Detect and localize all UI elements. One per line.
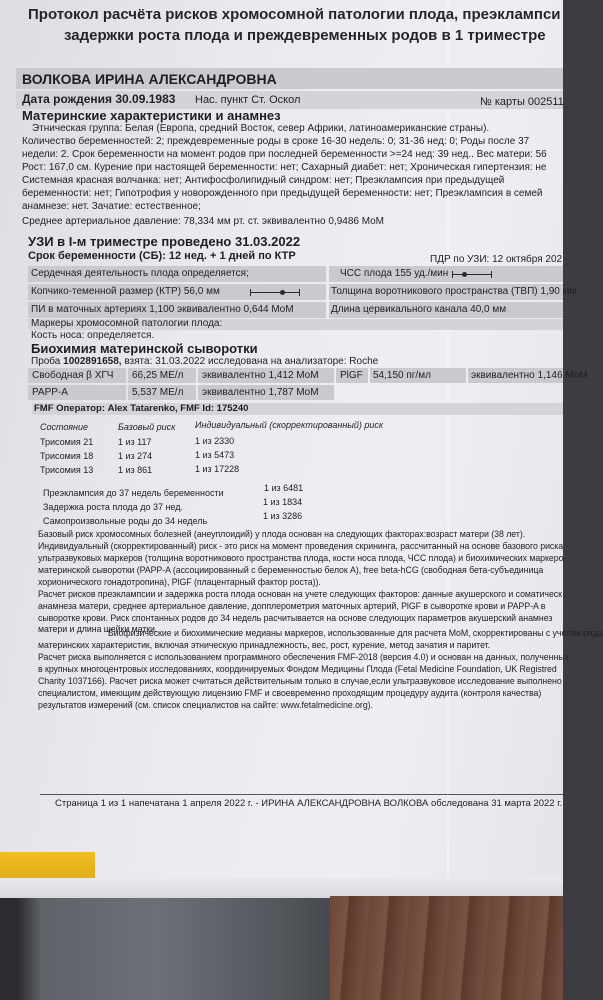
cervical-length: Длина цервикального канала 40,0 мм xyxy=(331,304,507,315)
page-footer: Страница 1 из 1 напечатана 1 апреля 2022 г. - ИРИНА АЛЕКСАНДРОВНА ВОЛКОВА обследована 31 марта 2022 г. xyxy=(55,798,563,809)
report-title-line2: задержки роста плода и преждевременных родов в 1 триместре xyxy=(64,27,546,44)
risk-base: 1 из 861 xyxy=(118,465,153,475)
note-line: анамнеза матери, среднее артериальное давление, допплерометрия маточных артерий, PlGF в сыворотке крови и PAPP-A в xyxy=(38,601,546,611)
sample-id: 1002891658, xyxy=(63,356,122,367)
plgf-label: PlGF xyxy=(340,370,363,381)
risk-condition: Трисомия 21 xyxy=(40,437,94,447)
fetal-heart-activity: Сердечная деятельность плода определяется; xyxy=(31,268,249,279)
note-line: матери и длина шейки матки. xyxy=(38,624,158,634)
preeclampsia-risk-label: Преэклампсия до 37 недель беременности xyxy=(43,488,224,498)
fetal-heart-rate: ЧСС плода 155 уд./мин xyxy=(340,268,449,279)
maternal-heading: Материнские характеристики и анамнез xyxy=(22,108,281,123)
pappa-value: 5,537 МЕ/л xyxy=(132,387,184,398)
risk-base: 1 из 274 xyxy=(118,451,153,461)
plgf-value: 54,150 пг/мл xyxy=(373,370,431,381)
nt-measurement: Толщина воротникового пространства (ТВП) 1,90 мм xyxy=(331,286,577,297)
note-line: Биофизические и биохимические медианы маркеров, использованные для расчета MoM, скорректированы с учетом ряда xyxy=(108,628,603,638)
free-bhcg-mom: эквивалентно 1,412 MoM xyxy=(202,370,319,381)
wooden-floor xyxy=(330,896,563,1000)
maternal-line: Этническая группа: Белая (Европа, средний Восток, север Африки, латиноамериканские страны). xyxy=(32,123,490,134)
report-title-line1: Протокол расчёта рисков хромосомной патологии плода, преэклампси xyxy=(28,6,561,23)
maternal-line: Системная красная волчанка: нет; Антифосфолипидный синдром: нет; Преэклампсия при предыдущей xyxy=(22,175,505,186)
footer-rule xyxy=(40,794,563,795)
estimated-due-date: ПДР по УЗИ: 12 октября 202 xyxy=(430,254,563,265)
pappa-label: PAPP-A xyxy=(32,387,68,398)
note-line: в крупных многоцентровых исследованиях, координируемых Фондом Медицины Плода (Fetal Medicine Foundation, UK Registred xyxy=(38,664,557,674)
fabric-background xyxy=(0,898,345,1000)
maternal-line: Среднее артериальное давление: 78,334 мм рт. ст. эквивалентно 0,9486 MoM xyxy=(22,216,384,227)
maternal-line: недели: 2. Срок беременности на момент родов при последней беременности >=24 нед: 39 нед.. Вес матери: 56 xyxy=(22,149,547,160)
risk-base: 1 из 117 xyxy=(118,437,152,447)
preterm-risk-label: Самопроизвольные роды до 34 недель xyxy=(43,516,208,526)
fgr-risk-value: 1 из 1834 xyxy=(263,497,303,507)
risk-header-base: Базовый риск xyxy=(118,422,176,432)
note-line: сыворотке крови. Риск спонтанных родов до 34 недель расчитывается на основе следующих параметров акушерский анамнез xyxy=(38,613,553,623)
nasal-bone: Кость носа: определяется. xyxy=(31,330,155,341)
note-line: результатов измерений (см. список специалистов на сайте: www.fetalmedicine.org). xyxy=(38,700,373,710)
note-line: специалистом, имеющим действующую лицензию FMF и своевременно проходящим процедуру аудита (контроля качества) xyxy=(38,688,542,698)
free-bhcg-label: Свободная β ХГЧ xyxy=(32,370,114,381)
card-number: № карты 002511 xyxy=(480,96,564,108)
note-line: хорионического гонадотропина), PlGF (плацентарный фактор роста)). xyxy=(38,577,321,587)
preterm-risk-value: 1 из 3286 xyxy=(263,511,303,521)
pappa-mom: эквивалентно 1,787 MoM xyxy=(202,387,319,398)
maternal-line: беременности: нет; Гипотрофия у новорожденного при предыдущей беременности: нет; Преэклампсия в семей xyxy=(22,188,543,199)
note-line: материнских характеристик, включая этническую принадлежность, вес, рост, курение, метод зачатия и паритет. xyxy=(38,640,491,650)
risk-header-individual: Индивидуальный (скорректированный) риск xyxy=(195,420,384,430)
note-line: Расчет риска выполняется с использованием программного обеспечения FMF-2018 (версия 4.0) и основан на данных, полученных xyxy=(38,652,569,662)
risk-individual: 1 из 5473 xyxy=(195,450,235,460)
note-line: Расчет рисков преэклампсии и задержка роста плода основан на учете следующих факторов: данные акушерского и соматическ xyxy=(38,589,562,599)
locality: Нас. пункт Ст. Оскол xyxy=(195,94,301,106)
gestation-age: Срок беременности (СБ): 12 нед. + 1 дней по КТР xyxy=(28,250,296,262)
crl-measurement: Копчико-теменной размер (КТР) 56,0 мм xyxy=(31,286,220,297)
note-line: материнской сыворотки (PAPP-A (ассоциированный с беременностью белок А), free beta-hCG (свободная бета-субъединица xyxy=(38,565,544,575)
preeclampsia-risk-value: 1 из 6481 xyxy=(264,483,304,493)
sample-details: взята: 31.03.2022 исследована на анализаторе: Roche xyxy=(124,356,379,367)
note-line: Индивидуальный (скорректированный) риск - это риск на момент проведения скрининга, рассчитанный на основе базового риска xyxy=(38,541,564,551)
risk-header-condition: Состояние xyxy=(40,422,88,432)
plgf-mom: эквивалентно 1,146 MoM xyxy=(471,370,588,381)
markers-label: Маркеры хромосомной патологии плода: xyxy=(31,318,223,329)
note-line: ультразвуковых маркеров (толщина воротникового пространства плода, кости носа плода, ЧСС плода) и биохимических маркеро xyxy=(38,553,564,563)
free-bhcg-value: 66,25 МЕ/л xyxy=(132,370,184,381)
ultrasound-heading: УЗИ в I-м триместре проведено 31.03.2022 xyxy=(28,234,301,249)
crl-scale-icon xyxy=(250,288,300,297)
biochem-heading: Биохимия материнской сыворотки xyxy=(31,341,258,356)
maternal-line: Количество беременностей: 2; преждевременные роды в сроке 16-30 недель: 0; 31-36 нед: 0; Роды после 37 xyxy=(22,136,530,147)
risk-individual: 1 из 2330 xyxy=(195,436,235,446)
patient-name: ВОЛКОВА ИРИНА АЛЕКСАНДРОВНА xyxy=(22,71,277,87)
note-line: Базовый риск хромосомных болезней (анеуплоидий) у плода основан на следующих факторах:возраст матери (38 лет). xyxy=(38,529,526,539)
fgr-risk-label: Задержка роста плода до 37 нед. xyxy=(43,502,183,512)
sample-prefix: Проба xyxy=(31,356,61,367)
risk-individual: 1 из 17228 xyxy=(195,464,240,474)
note-line: Charity 1037166). Расчет риска может считаться действительным только в случае,если ультразвуковое исследование выполнено xyxy=(38,676,562,686)
maternal-line: Рост: 167,0 см. Курение при настоящей беременности: нет; Сахарный диабет: нет; Хроническая гипертензия: не xyxy=(22,162,547,173)
risk-condition: Трисомия 13 xyxy=(40,465,94,475)
risk-condition: Трисомия 18 xyxy=(40,451,94,461)
uterine-artery-pi: ПИ в маточных артериях 1,100 эквивалентно 0,644 MoM xyxy=(31,304,294,315)
sample-info xyxy=(31,356,378,368)
fmf-operator: FMF Оператор: Alex Tatarenko, FMF Id: 175240 xyxy=(34,403,249,414)
maternal-line: анамнезе: нет. Зачатие: естественное; xyxy=(22,201,201,212)
birth-date: Дата рождения 30.09.1983 xyxy=(22,92,176,106)
heart-rate-scale-icon xyxy=(452,270,492,279)
